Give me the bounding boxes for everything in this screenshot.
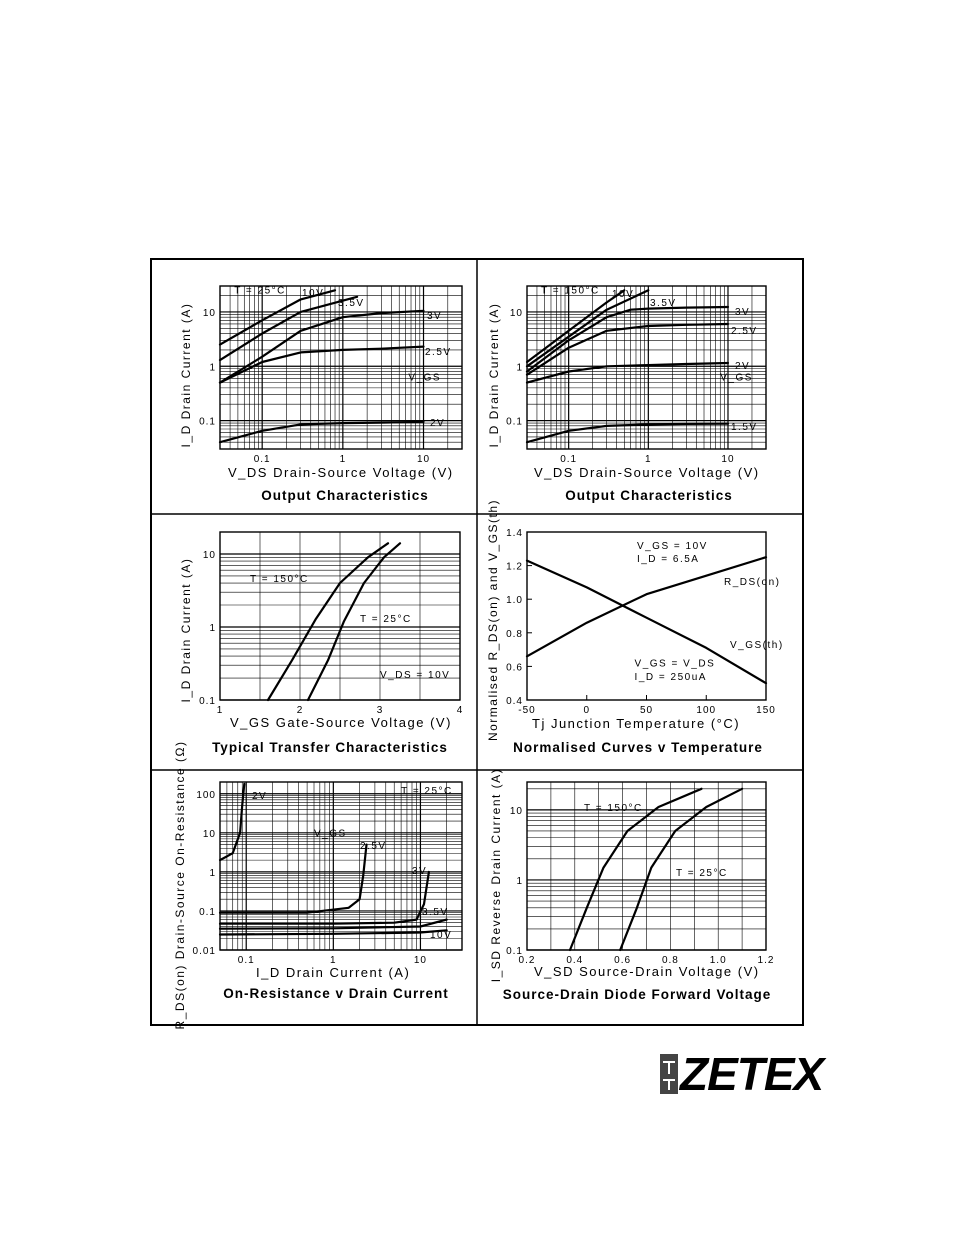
x-axis-label: V_DS Drain-Source Voltage (V) <box>534 465 760 480</box>
chart-title: Normalised Curves v Temperature <box>513 740 763 755</box>
series-label-3-5v: 3.5V <box>422 907 449 918</box>
series-line-3v <box>220 872 429 924</box>
series-label-2-5v: 2.5V <box>360 841 387 852</box>
y-tick-label: 0.1 <box>199 906 216 918</box>
series-label-2-5v: 2.5V <box>731 326 758 337</box>
series-label-1-5v: 1.5V <box>731 422 758 433</box>
series-label-3v: 3V <box>412 866 428 877</box>
series-label-t-25-c: T = 25°C <box>676 868 728 879</box>
x-axis-label: V_SD Source-Drain Voltage (V) <box>534 964 760 979</box>
x-tick-label: 1 <box>339 454 347 465</box>
series-label-r-ds-on: R_DS(on) <box>724 577 781 588</box>
series-label-t-25-c: T = 25°C <box>360 614 412 625</box>
x-tick-label: -50 <box>518 705 536 716</box>
chart-title: Typical Transfer Characteristics <box>212 740 448 755</box>
x-tick-label: 0.1 <box>237 955 255 966</box>
series-label-3v: 3V <box>735 307 751 318</box>
zetex-logo-mark-icon <box>660 1054 678 1094</box>
series-label-3v: 3V <box>427 311 443 322</box>
chart-title: On-Resistance v Drain Current <box>223 986 449 1001</box>
annotation-v-gs-10v: V_GS = 10V <box>636 540 708 552</box>
x-tick-label: 0.1 <box>253 454 271 465</box>
y-tick-label: 1.0 <box>506 595 523 607</box>
y-tick-label: 1 <box>209 622 216 634</box>
y-tick-label: 10 <box>202 307 216 319</box>
x-tick-label: 0.4 <box>566 955 584 966</box>
y-tick-label: 0.1 <box>199 416 216 428</box>
y-tick-label: 10 <box>202 549 216 561</box>
x-tick-label: 1.0 <box>709 955 727 966</box>
series-label-t-150-c: T = 150°C <box>250 574 309 585</box>
x-tick-label: 0.1 <box>560 454 578 465</box>
x-tick-label: 0 <box>583 705 591 716</box>
y-axis-label: I_D Drain Current (A) <box>487 302 501 448</box>
x-tick-label: 10 <box>416 454 431 465</box>
chart-title: Output Characteristics <box>565 488 733 503</box>
x-tick-label: 4 <box>456 705 464 716</box>
y-tick-label: 0.1 <box>506 416 523 428</box>
series-label-2-5v: 2.5V <box>425 347 452 358</box>
series-label-10v: 10V <box>430 930 453 941</box>
annotation-v-gs: V_GS <box>408 372 442 384</box>
annotation-v-gs: V_GS <box>314 828 347 840</box>
series-label-t-150-c: T = 150°C <box>584 803 643 814</box>
chart-3 <box>179 532 463 755</box>
annotation-v-gs: V_GS <box>720 372 753 384</box>
chart-title: Output Characteristics <box>261 488 429 503</box>
y-tick-label: 0.4 <box>506 696 523 707</box>
x-tick-label: 3 <box>376 705 384 716</box>
grid <box>220 286 462 449</box>
chart-5 <box>173 741 462 1030</box>
grid <box>527 782 766 950</box>
series-label-2v: 2V <box>430 418 446 429</box>
y-tick-label: 0.01 <box>192 946 216 957</box>
y-tick-label: 0.1 <box>199 696 216 707</box>
annotation-t-25-c: T = 25°C <box>401 785 453 797</box>
y-axis-label: I_D Drain Current (A) <box>179 302 193 448</box>
plot-area <box>220 286 462 449</box>
y-tick-label: 10 <box>509 805 523 817</box>
y-axis-label: I_SD Reverse Drain Current (A) <box>489 767 503 983</box>
y-tick-label: 1.2 <box>506 561 523 573</box>
y-tick-label: 100 <box>196 789 216 801</box>
x-axis-label: I_D Drain Current (A) <box>256 965 411 980</box>
annotation-i-d-250ua: I_D = 250uA <box>634 671 707 683</box>
y-tick-label: 0.1 <box>506 946 523 957</box>
annotation-t-25-c: T = 25°C <box>234 285 286 297</box>
brand-name: ZETEX <box>680 1048 824 1100</box>
annotation-i-d-6-5a: I_D = 6.5A <box>636 554 700 566</box>
x-tick-label: 1 <box>216 705 224 716</box>
series-label-10v: 10V <box>302 288 325 299</box>
annotation-t-150-c: T = 150°C <box>541 285 600 297</box>
series-label-2v: 2V <box>735 361 751 372</box>
x-tick-label: 0.2 <box>518 955 536 966</box>
x-tick-label: 0.6 <box>614 955 632 966</box>
y-tick-label: 10 <box>202 828 216 840</box>
y-tick-label: 1 <box>516 875 523 887</box>
y-tick-label: 0.8 <box>506 628 523 640</box>
x-tick-label: 2 <box>296 705 304 716</box>
y-axis-label: R_DS(on) Drain-Source On-Resistance (Ω) <box>173 740 187 1030</box>
x-tick-label: 100 <box>696 705 717 716</box>
y-tick-label: 10 <box>509 307 523 319</box>
series-line-10v <box>527 290 624 362</box>
x-axis-label: V_DS Drain-Source Voltage (V) <box>228 465 454 480</box>
x-axis-label: V_GS Gate-Source Voltage (V) <box>230 715 452 730</box>
x-tick-label: 1 <box>330 955 337 966</box>
annotation-v-gs-v-ds: V_GS = V_DS <box>634 658 716 670</box>
x-tick-label: 10 <box>413 955 428 966</box>
y-tick-label: 0.6 <box>506 662 523 674</box>
y-tick-label: 1 <box>209 362 216 374</box>
x-tick-label: 50 <box>639 705 654 716</box>
series-label-3-5v: 3.5V <box>650 298 677 309</box>
chart-4 <box>486 499 784 755</box>
y-tick-label: 1 <box>516 362 523 374</box>
series-line-2v <box>220 422 424 442</box>
series-label-v-gs-th: V_GS(th) <box>730 640 784 651</box>
series-label-3-5v: 3.5V <box>338 298 365 309</box>
x-tick-label: 150 <box>756 705 776 716</box>
y-axis-label: Normalised R_DS(on) and V_GS(th) <box>486 498 500 742</box>
chart-title: Source-Drain Diode Forward Voltage <box>502 987 772 1002</box>
chart-1 <box>179 285 462 503</box>
x-tick-label: 10 <box>721 454 735 465</box>
annotation-v-ds-10v: V_DS = 10V <box>380 670 451 682</box>
y-axis-label: I_D Drain Current (A) <box>179 557 193 703</box>
chart-6 <box>489 768 774 1002</box>
x-tick-label: 1 <box>645 454 652 465</box>
x-tick-label: 1.2 <box>757 955 775 966</box>
y-tick-label: 1.4 <box>506 528 523 539</box>
x-tick-label: 0.8 <box>661 955 679 966</box>
series-label-2v: 2V <box>252 791 268 802</box>
series-label-10v: 10V <box>612 289 635 300</box>
y-tick-label: 1 <box>209 867 216 879</box>
series-line-3v <box>220 311 424 383</box>
chart-2 <box>487 285 766 503</box>
x-axis-label: Tj Junction Temperature (°C) <box>532 716 741 731</box>
